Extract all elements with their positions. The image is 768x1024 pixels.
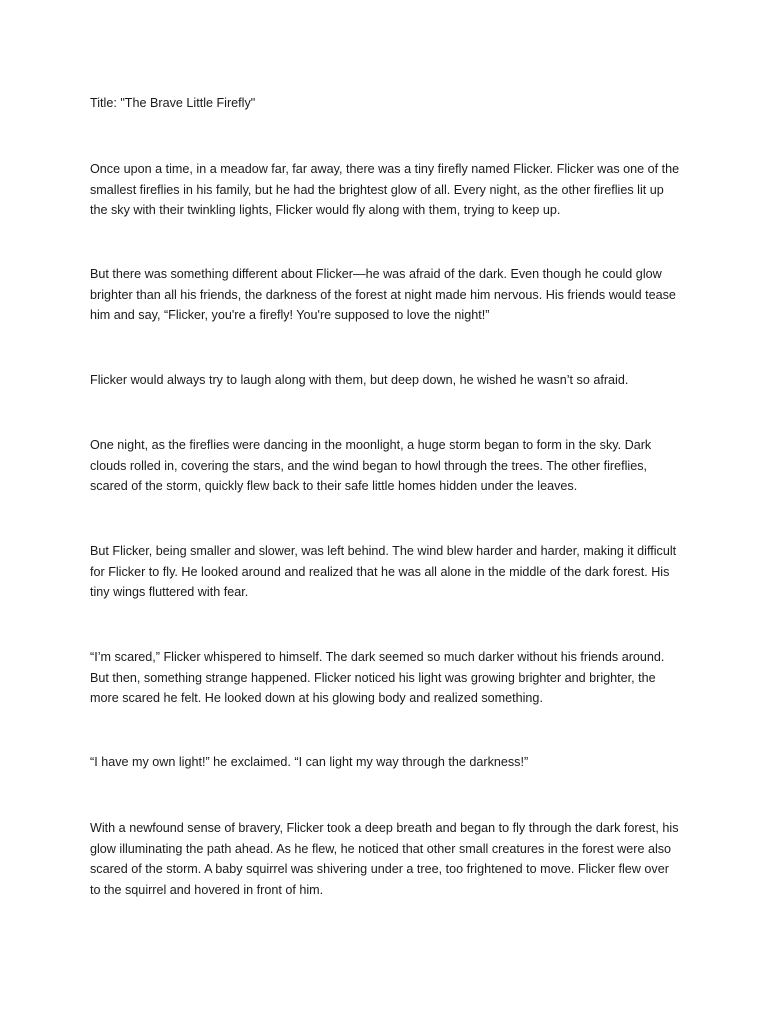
paragraph-8: With a newfound sense of bravery, Flicker took a deep breath and began to fly through the dark forest, his glow illuminating the path ahead. As he flew, he noticed that other small creatures in the forest were also scared of the storm. A baby squirrel was shivering under a tree, too frightened to move. Flicker flew over to the squirrel and hovered in front of him.: [90, 821, 679, 897]
paragraph-2: But there was something different about Flicker—he was afraid of the dark. Even though he could glow brighter than all his friends, the darkness of the forest at night made him nervous. His friends would tease him and say, “Flicker, you're a firefly! You're supposed to love the night!”: [90, 267, 676, 322]
paragraph-6: “I’m scared,” Flicker whispered to himself. The dark seemed so much darker without his friends around. But then, something strange happened. Flicker noticed his light was growing brighter and brighter, the more scared he felt. He looked down at his glowing body and realized something.: [90, 650, 665, 705]
paragraph-1: Once upon a time, in a meadow far, far away, there was a tiny firefly named Flicker. Flicker was one of the smallest fireflies in his family, but he had the brightest glow of all. Every night, as the other fireflies lit up the sky with their twinkling lights, Flicker would fly along with them, trying to keep up.: [90, 162, 680, 217]
paragraph-7: “I have my own light!” he exclaimed. “I can light my way through the darkness!”: [90, 755, 529, 769]
paragraph-3: Flicker would always try to laugh along with them, but deep down, he wished he wasn’t so afraid.: [90, 373, 629, 387]
paragraph-4: One night, as the fireflies were dancing in the moonlight, a huge storm began to form in the sky. Dark clouds rolled in, covering the stars, and the wind began to howl through the trees. The other fireflies, scared of the storm, quickly flew back to their safe little homes hidden under the leaves.: [90, 438, 652, 493]
document-title: Title: "The Brave Little Firefly": [90, 96, 256, 110]
paragraph-5: But Flicker, being smaller and slower, was left behind. The wind blew harder and harder, making it difficult for Flicker to fly. He looked around and realized that he was all alone in the middle of the dark forest. His tiny wings fluttered with fear.: [90, 544, 677, 599]
